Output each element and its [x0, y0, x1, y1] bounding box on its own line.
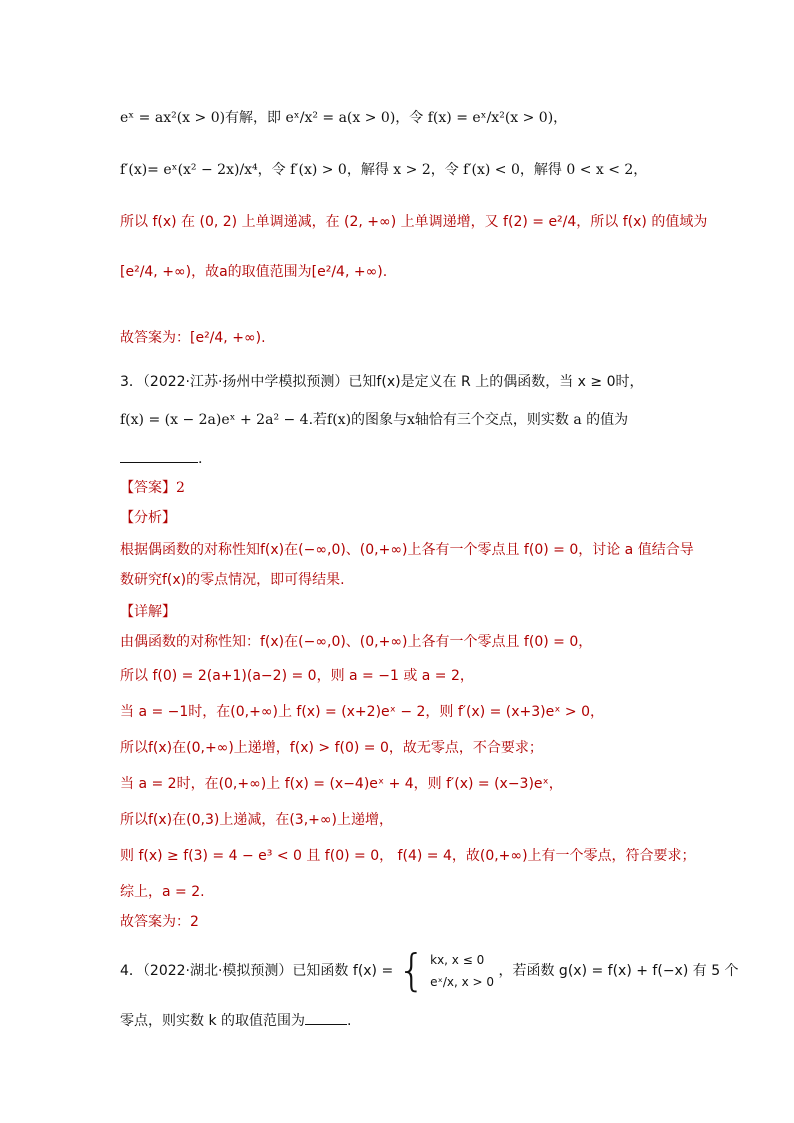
answer-blank — [120, 448, 198, 463]
case-2: eˣ/x, x > 0 — [430, 975, 495, 989]
solution-line-4: [e²/4, +∞)，故a的取值范围为[e²/4, +∞). — [120, 264, 388, 280]
answer-blank-4 — [305, 1010, 347, 1025]
detail-line-4: 所以f(x)在(0,+∞)上递增，f(x) > f(0) = 0，故无零点，不合要求； — [120, 740, 543, 756]
question-4-line-2 — [120, 1010, 734, 1031]
solution-line-2: f′(x)= eˣ(x² − 2x)/x⁴，令 f′(x) > 0，解得 x > 2，令 f′(x) < 0，解得 0 < x < 2， — [120, 162, 648, 178]
piecewise-cases — [430, 949, 494, 993]
period: . — [198, 451, 203, 467]
detail-line-9: 故答案为：2 — [120, 914, 199, 930]
detail-line-2: 所以 f(0) = 2(a+1)(a−2) = 0，则 a = −1 或 a = 2， — [120, 668, 474, 684]
question-3-line-1: 3．（2022·江苏·扬州中学模拟预测）已知f(x)是定义在 R 上的偶函数，当 x ≥ 0时， — [120, 374, 644, 390]
detail-line-8: 综上，a = 2. — [120, 884, 205, 900]
detail-line-6: 所以f(x)在(0,3)上递减，在(3,+∞)上递增， — [120, 812, 393, 828]
answer-line-2: 故答案为：[e²/4, +∞). — [120, 330, 266, 346]
detail-line-7: 则 f(x) ≥ f(3) = 4 − e³ < 0 且 f(0) = 0， f(4) = 4，故(0,+∞)上有一个零点，符合要求； — [120, 848, 696, 864]
question-4-suffix: ，若函数 g(x) = f(x) + f(−x) 有 5 个 — [498, 963, 739, 979]
question-4-prefix: 4．（2022·湖北·模拟预测）已知函数 f(x) = — [120, 963, 394, 979]
analysis-line-2: 数研究f(x)的零点情况，即可得结果. — [120, 572, 345, 588]
piecewise-brace: { — [397, 945, 426, 996]
question-4-text: 零点，则实数 k 的取值范围为 — [120, 1013, 306, 1029]
question-4-line-1 — [120, 945, 739, 996]
detail-line-1: 由偶函数的对称性知：f(x)在(−∞,0)、(0,+∞)上各有一个零点且 f(0) = 0， — [120, 634, 593, 650]
period-4: . — [347, 1013, 352, 1029]
detail-line-3: 当 a = −1时，在(0,+∞)上 f(x) = (x+2)eˣ − 2，则 f′(x) = (x+3)eˣ > 0， — [120, 704, 605, 720]
solution-line-1: eˣ = ax²(x > 0)有解，即 eˣ/x² = a(x > 0)，令 f(x) = eˣ/x²(x > 0)， — [120, 110, 568, 126]
analysis-line-1: 根据偶函数的对称性知f(x)在(−∞,0)、(0,+∞)上各有一个零点且 f(0) = 0，讨论 a 值结合导 — [120, 542, 694, 558]
detail-tag: 【详解】 — [120, 604, 176, 620]
question-3-blank — [120, 448, 734, 469]
analysis-tag: 【分析】 — [120, 510, 176, 526]
question-3-line-2: f(x) = (x − 2a)eˣ + 2a² − 4.若f(x)的图象与x轴恰有三个交点，则实数 a 的值为 — [120, 412, 629, 428]
detail-line-5: 当 a = 2时，在(0,+∞)上 f(x) = (x−4)eˣ + 4，则 f′(x) = (x−3)eˣ， — [120, 776, 563, 792]
case-1: kx, x ≤ 0 — [430, 953, 485, 967]
solution-line-3: 所以 f(x) 在 (0, 2) 上单调递减，在 (2, +∞) 上单调递增，又 f(2) = e²/4，所以 f(x) 的值域为 — [120, 214, 708, 230]
answer-3: 【答案】2 — [120, 480, 185, 496]
